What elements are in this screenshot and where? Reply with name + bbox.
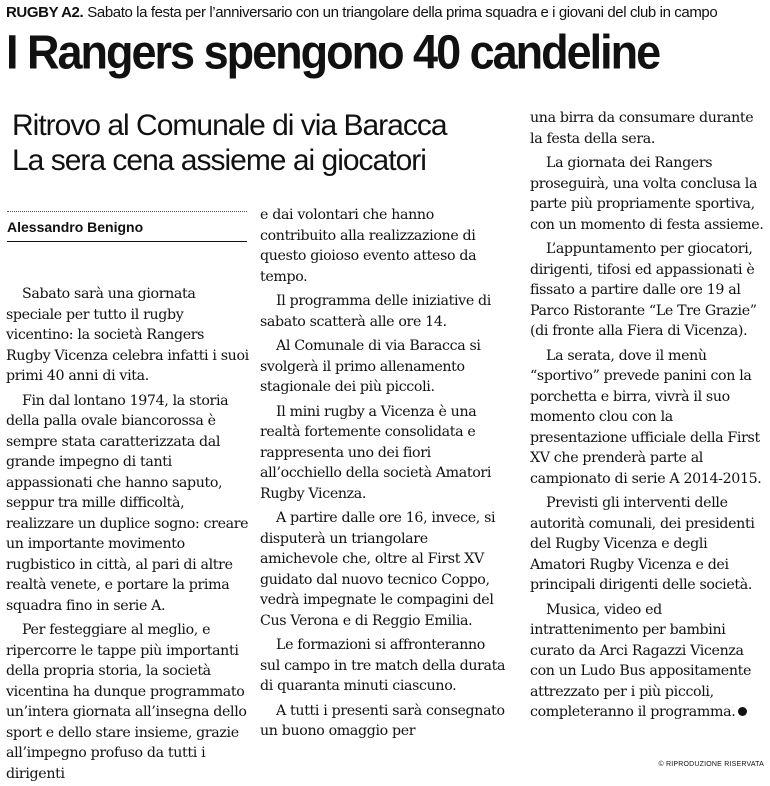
paragraph: A partire dalle ore 16, invece, si disputerà un triangolare amichevole che, oltre al First XV guidato dal nuovo tecnico Coppo, vedrà impegnate le compagini del Cus Verona e di Reggio Emilia. [260, 510, 496, 629]
paragraph: La serata, dove il menù “sportivo” prevede panini con la porchetta e birra, vivrà il suo momento clou con la presentazione ufficiale della First XV che prenderà parte al campionato di serie A 2014-2015. [530, 347, 762, 487]
subtitle-line-1: Ritrovo al Comunale di via Baracca [12, 109, 447, 142]
paragraph: una birra da consumare durante la festa della sera. [530, 110, 754, 147]
paragraph: Fin dal lontano 1974, la storia della palla ovale biancorossa è sempre stata caratterizzata dal grande impegno di tanti appassionati che hanno saputo, seppur tra mille difficoltà, realizzare un duplice sogno: creare un importante movimento rugbistico in città, al pari di altre realtà venete, e portare la prima squadra fino in serie A. [6, 392, 249, 614]
headline: I Rangers spengono 40 candeline [6, 24, 660, 80]
copyright-notice: © RIPRODUZIONE RISERVATA [658, 761, 764, 768]
paragraph-text: Musica, video ed intrattenimento per bambini curato da Arci Ragazzi Vicenza con un Ludo Bus appositamente attrezzato per i più piccoli, completeranno il programma. [530, 601, 752, 720]
paragraph: Per festeggiare al meglio, e ripercorre le tappe più importanti della propria storia, la società vicentina ha dunque programmato un’intera giornata all’insegna dello sport e dello stare insieme, grazie all’impegno profuso da tutti i dirigenti [6, 622, 247, 782]
subtitle-line-2: La sera cena assieme ai giocatori [12, 144, 426, 177]
article-column-1 [6, 284, 250, 784]
paragraph: Le formazioni si affronteranno sul campo in tre match della durata di quaranta minuti ciascuno. [260, 637, 506, 694]
paragraph: Sabato sarà una giornata speciale per tutto il rugby vicentino: la società Rangers Rugby Vicenza celebra infatti i suoi primi 40 anni di vita. [6, 286, 249, 384]
paragraph: L’appuntamento per giocatori, dirigenti, tifosi ed appassionati è fissato a partire dalle ore 19 al Parco Ristorante “Le Tre Grazie” (di fronte alla Fiera di Vicenza). [530, 241, 757, 339]
kicker-text: Sabato la festa per l’anniversario con un triangolare della prima squadra e i giovani del club in campo [87, 4, 718, 21]
paragraph: Il mini rugby a Vicenza è una realtà fortemente consolidata e rappresenta uno dei fiori all’occhiello della società Amatori Rugby Vicenza. [260, 403, 492, 502]
paragraph: Previsti gli interventi delle autorità comunali, dei presidenti del Rugby Vicenza e degli Amatori Rugby Vicenza e dei principali dirigenti delle società. [530, 495, 755, 593]
paragraph: Il programma delle iniziative di sabato scatterà alle ore 14. [260, 293, 491, 330]
article-column-3 [530, 108, 766, 723]
paragraph: e dai volontari che hanno contribuito alla realizzazione di questo gioioso evento atteso da tempo. [260, 207, 477, 285]
subtitle [12, 108, 512, 178]
paragraph: A tutti i presenti sarà consegnato un buono omaggio per [260, 702, 505, 739]
paragraph-last [530, 600, 766, 723]
kicker [6, 4, 766, 21]
section-label: RUGBY A2. [6, 4, 84, 21]
paragraph: La giornata dei Rangers proseguirà, una volta conclusa la parte più propriamente sportiva, con un momento di festa assieme. [530, 155, 764, 233]
author-byline: Alessandro Benigno [7, 219, 247, 242]
paragraph: Al Comunale di via Baracca si svolgerà il primo allenamento stagionale dei più piccoli. [260, 338, 481, 395]
end-dot-icon [738, 707, 747, 716]
article-column-2 [260, 205, 506, 742]
